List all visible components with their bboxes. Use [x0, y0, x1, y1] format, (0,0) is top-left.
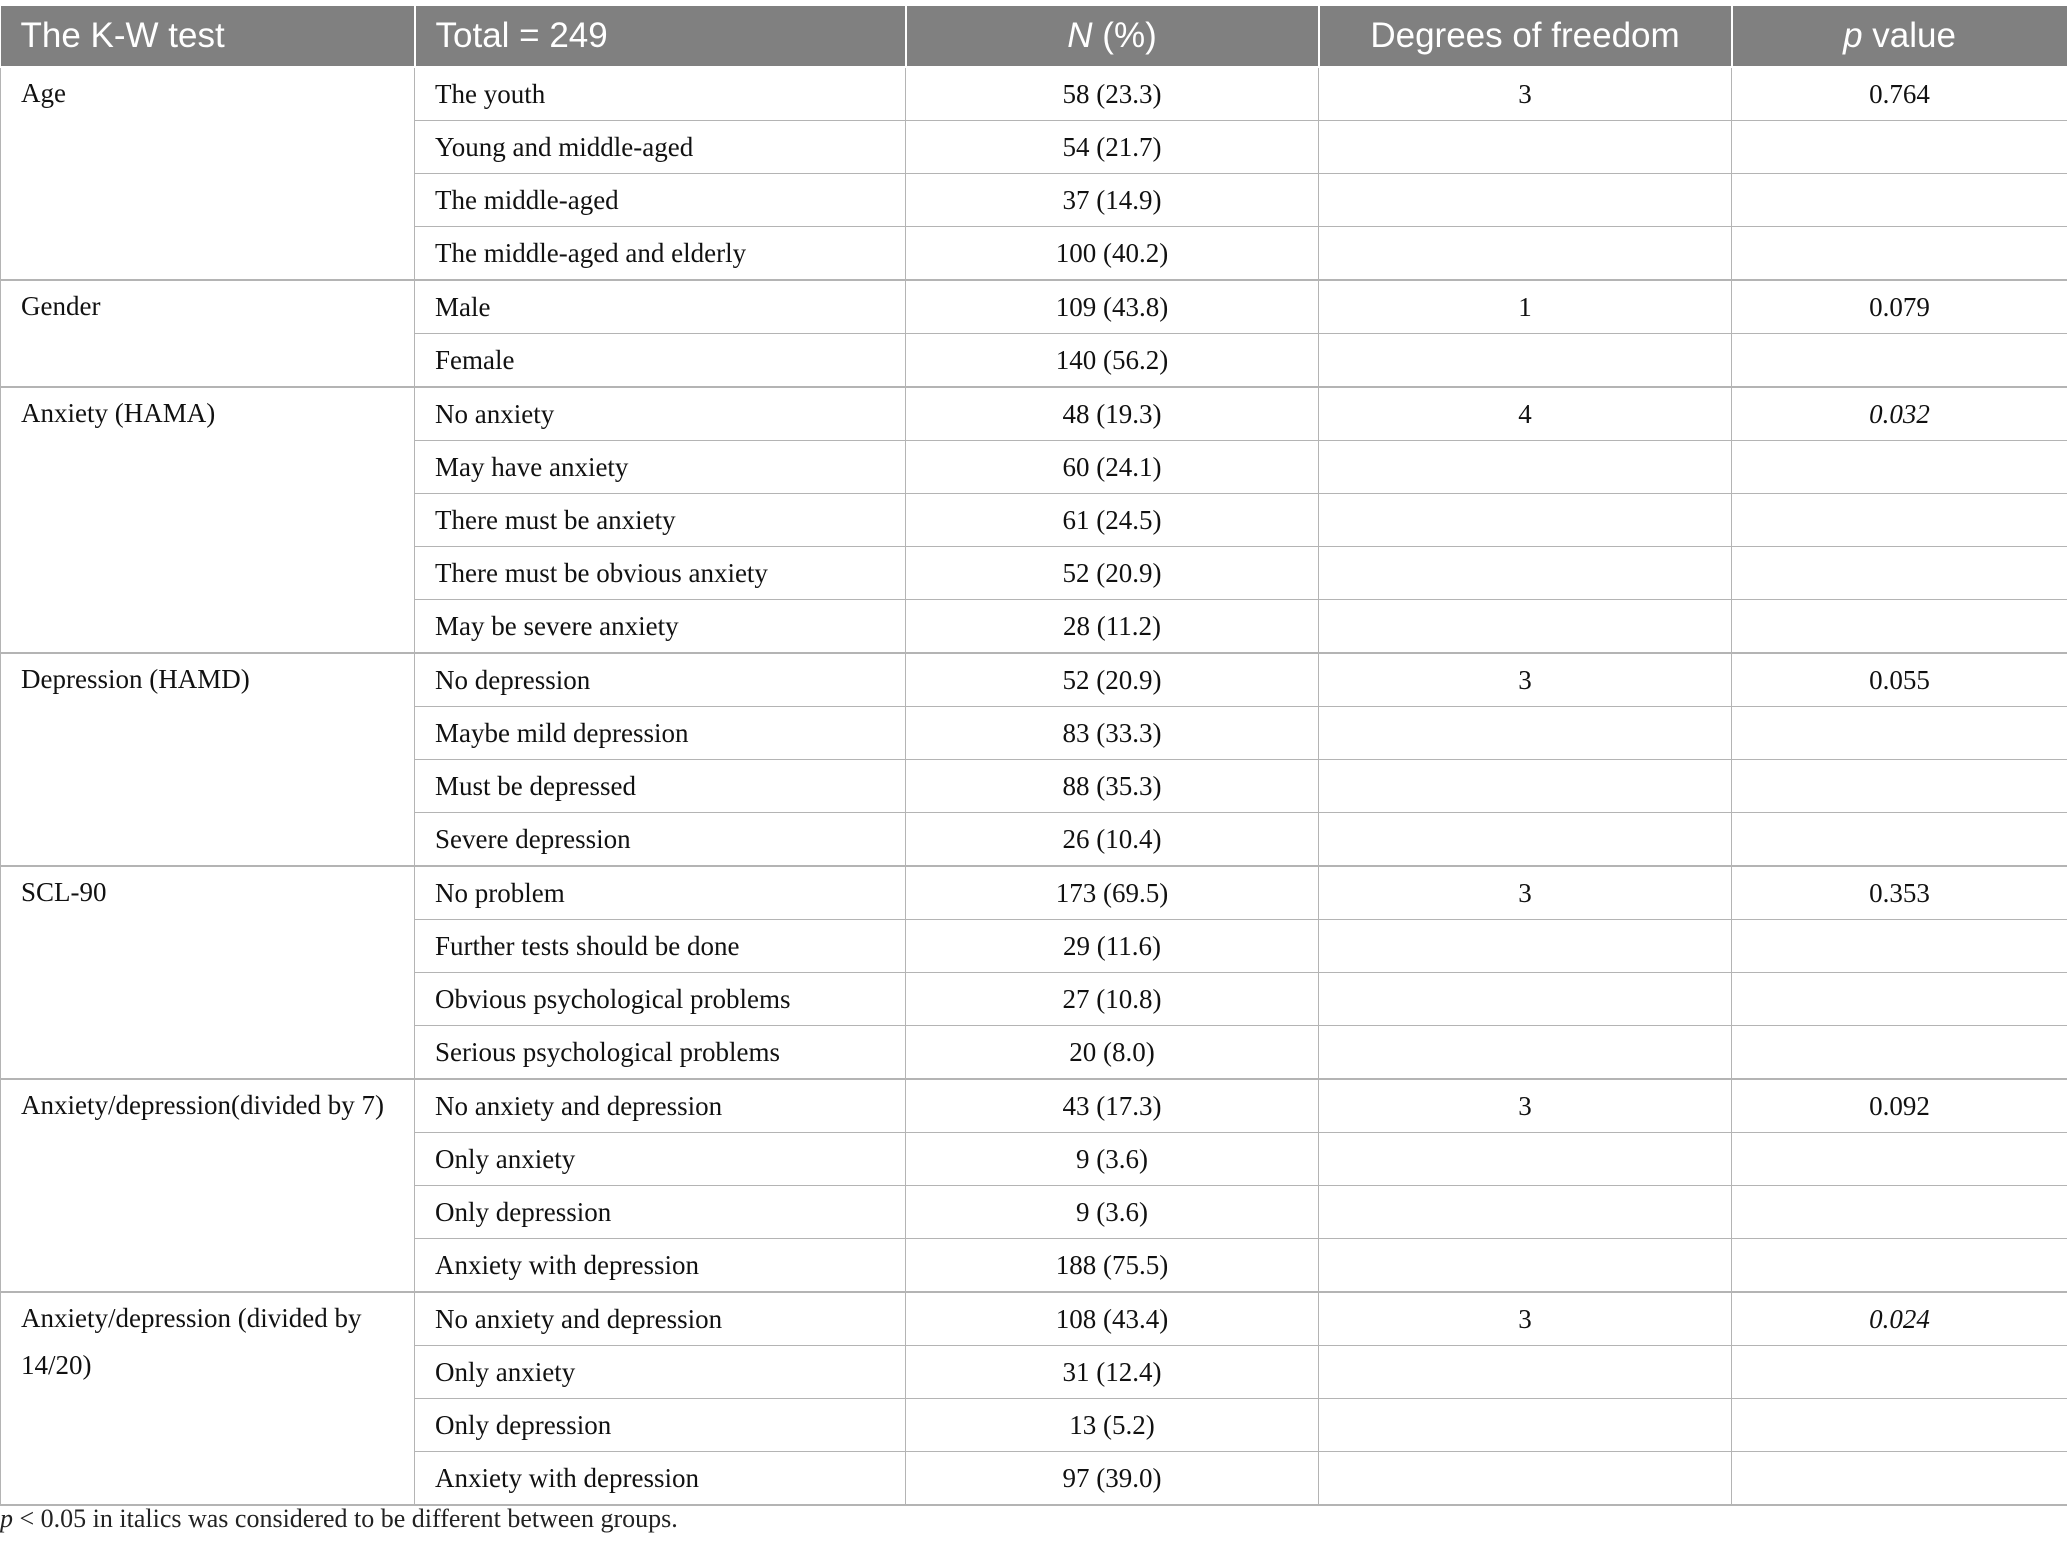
p-value-cell — [1732, 973, 2067, 1026]
n-percent-cell: 9 (3.6) — [906, 1186, 1319, 1239]
df-cell — [1319, 227, 1732, 281]
p-value-cell — [1732, 1452, 2067, 1506]
df-cell — [1319, 121, 1732, 174]
table-row — [1, 1079, 2067, 1133]
p-value-cell — [1732, 121, 2067, 174]
df-cell — [1319, 707, 1732, 760]
footnote-p-symbol: p — [0, 1504, 13, 1533]
n-percent-cell: 54 (21.7) — [906, 121, 1319, 174]
category-cell: Only anxiety — [415, 1346, 906, 1399]
category-cell: Only depression — [415, 1399, 906, 1452]
category-cell: No anxiety — [415, 387, 906, 441]
n-percent-cell: 27 (10.8) — [906, 973, 1319, 1026]
n-percent-cell: 97 (39.0) — [906, 1452, 1319, 1506]
p-value-cell — [1732, 174, 2067, 227]
category-cell: Only depression — [415, 1186, 906, 1239]
p-value-cell — [1732, 760, 2067, 813]
p-value-cell: 0.764 — [1732, 67, 2067, 121]
category-cell: No problem — [415, 866, 906, 920]
p-value-cell: 0.032 — [1732, 387, 2067, 441]
p-value-cell — [1732, 334, 2067, 388]
category-cell: Young and middle-aged — [415, 121, 906, 174]
n-percent-cell: 58 (23.3) — [906, 67, 1319, 121]
n-percent-cell: 100 (40.2) — [906, 227, 1319, 281]
footnote-text: < 0.05 in italics was considered to be different between groups. — [13, 1504, 678, 1533]
kw-test-table — [0, 4, 2067, 1506]
df-cell — [1319, 1399, 1732, 1452]
n-percent-cell: 28 (11.2) — [906, 600, 1319, 654]
p-value-cell: 0.079 — [1732, 280, 2067, 334]
table-footnote — [0, 1504, 678, 1534]
category-cell: There must be obvious anxiety — [415, 547, 906, 600]
table-row — [1, 653, 2067, 707]
df-cell: 3 — [1319, 866, 1732, 920]
p-value-cell: 0.055 — [1732, 653, 2067, 707]
df-cell: 3 — [1319, 67, 1732, 121]
p-value-cell — [1732, 1346, 2067, 1399]
df-cell — [1319, 760, 1732, 813]
table-row — [1, 1292, 2067, 1346]
n-percent-cell: 60 (24.1) — [906, 441, 1319, 494]
category-cell: Male — [415, 280, 906, 334]
p-value-cell — [1732, 1026, 2067, 1080]
group-label: Depression (HAMD) — [1, 653, 415, 866]
p-value-cell — [1732, 707, 2067, 760]
category-cell: Anxiety with depression — [415, 1452, 906, 1506]
category-cell: May be severe anxiety — [415, 600, 906, 654]
category-cell: No anxiety and depression — [415, 1292, 906, 1346]
group-label: SCL-90 — [1, 866, 415, 1079]
df-cell: 1 — [1319, 280, 1732, 334]
category-cell: May have anxiety — [415, 441, 906, 494]
table-row — [1, 387, 2067, 441]
df-cell — [1319, 334, 1732, 388]
p-value-cell — [1732, 920, 2067, 973]
df-cell — [1319, 1026, 1732, 1080]
category-cell: Severe depression — [415, 813, 906, 867]
n-percent-cell: 9 (3.6) — [906, 1133, 1319, 1186]
n-percent-cell: 37 (14.9) — [906, 174, 1319, 227]
df-cell — [1319, 1186, 1732, 1239]
p-value-cell — [1732, 441, 2067, 494]
p-value-cell: 0.092 — [1732, 1079, 2067, 1133]
group-label: Anxiety (HAMA) — [1, 387, 415, 653]
df-cell — [1319, 813, 1732, 867]
category-cell: Maybe mild depression — [415, 707, 906, 760]
n-percent-cell: 140 (56.2) — [906, 334, 1319, 388]
p-value-cell — [1732, 227, 2067, 281]
header-kw-test: The K-W test — [1, 5, 415, 67]
category-cell: Serious psychological problems — [415, 1026, 906, 1080]
category-cell: Obvious psychological problems — [415, 973, 906, 1026]
n-percent-cell: 20 (8.0) — [906, 1026, 1319, 1080]
category-cell: Must be depressed — [415, 760, 906, 813]
n-percent-cell: 188 (75.5) — [906, 1239, 1319, 1293]
df-cell — [1319, 1452, 1732, 1506]
df-cell: 3 — [1319, 653, 1732, 707]
category-cell: No depression — [415, 653, 906, 707]
category-cell: Anxiety with depression — [415, 1239, 906, 1293]
n-percent-cell: 13 (5.2) — [906, 1399, 1319, 1452]
table-header — [1, 5, 2067, 67]
df-cell — [1319, 600, 1732, 654]
p-value-cell — [1732, 1133, 2067, 1186]
group-label: Anxiety/depression (divided by 14/20) — [1, 1292, 415, 1505]
df-cell: 3 — [1319, 1079, 1732, 1133]
category-cell: Only anxiety — [415, 1133, 906, 1186]
group-label: Anxiety/depression(divided by 7) — [1, 1079, 415, 1292]
table-row — [1, 866, 2067, 920]
p-value-cell — [1732, 494, 2067, 547]
p-value-cell — [1732, 1399, 2067, 1452]
n-percent-cell: 61 (24.5) — [906, 494, 1319, 547]
table-body — [1, 67, 2067, 1505]
table-row — [1, 67, 2067, 121]
n-percent-cell: 173 (69.5) — [906, 866, 1319, 920]
n-percent-cell: 108 (43.4) — [906, 1292, 1319, 1346]
category-cell: The youth — [415, 67, 906, 121]
p-value-cell — [1732, 600, 2067, 654]
df-cell — [1319, 547, 1732, 600]
category-cell: Further tests should be done — [415, 920, 906, 973]
group-label: Gender — [1, 280, 415, 387]
category-cell: There must be anxiety — [415, 494, 906, 547]
df-cell — [1319, 174, 1732, 227]
p-value-cell — [1732, 1239, 2067, 1293]
p-value-cell: 0.353 — [1732, 866, 2067, 920]
header-n-percent: N (%) — [906, 5, 1319, 67]
header-p-value: p value — [1732, 5, 2067, 67]
category-cell: The middle-aged — [415, 174, 906, 227]
n-percent-cell: 109 (43.8) — [906, 280, 1319, 334]
header-degrees-of-freedom: Degrees of freedom — [1319, 5, 1732, 67]
df-cell — [1319, 920, 1732, 973]
df-cell — [1319, 441, 1732, 494]
n-percent-cell: 43 (17.3) — [906, 1079, 1319, 1133]
n-percent-cell: 26 (10.4) — [906, 813, 1319, 867]
df-cell — [1319, 494, 1732, 547]
df-cell: 3 — [1319, 1292, 1732, 1346]
category-cell: Female — [415, 334, 906, 388]
p-value-cell — [1732, 547, 2067, 600]
p-value-cell — [1732, 813, 2067, 867]
df-cell: 4 — [1319, 387, 1732, 441]
n-percent-cell: 31 (12.4) — [906, 1346, 1319, 1399]
n-percent-cell: 52 (20.9) — [906, 547, 1319, 600]
df-cell — [1319, 1133, 1732, 1186]
category-cell: No anxiety and depression — [415, 1079, 906, 1133]
n-percent-cell: 88 (35.3) — [906, 760, 1319, 813]
df-cell — [1319, 1346, 1732, 1399]
header-row — [1, 5, 2067, 67]
n-percent-cell: 29 (11.6) — [906, 920, 1319, 973]
n-percent-cell: 52 (20.9) — [906, 653, 1319, 707]
n-percent-cell: 83 (33.3) — [906, 707, 1319, 760]
category-cell: The middle-aged and elderly — [415, 227, 906, 281]
table-row — [1, 280, 2067, 334]
p-value-cell — [1732, 1186, 2067, 1239]
n-percent-cell: 48 (19.3) — [906, 387, 1319, 441]
df-cell — [1319, 973, 1732, 1026]
df-cell — [1319, 1239, 1732, 1293]
p-value-cell: 0.024 — [1732, 1292, 2067, 1346]
group-label: Age — [1, 67, 415, 280]
header-total: Total = 249 — [415, 5, 906, 67]
